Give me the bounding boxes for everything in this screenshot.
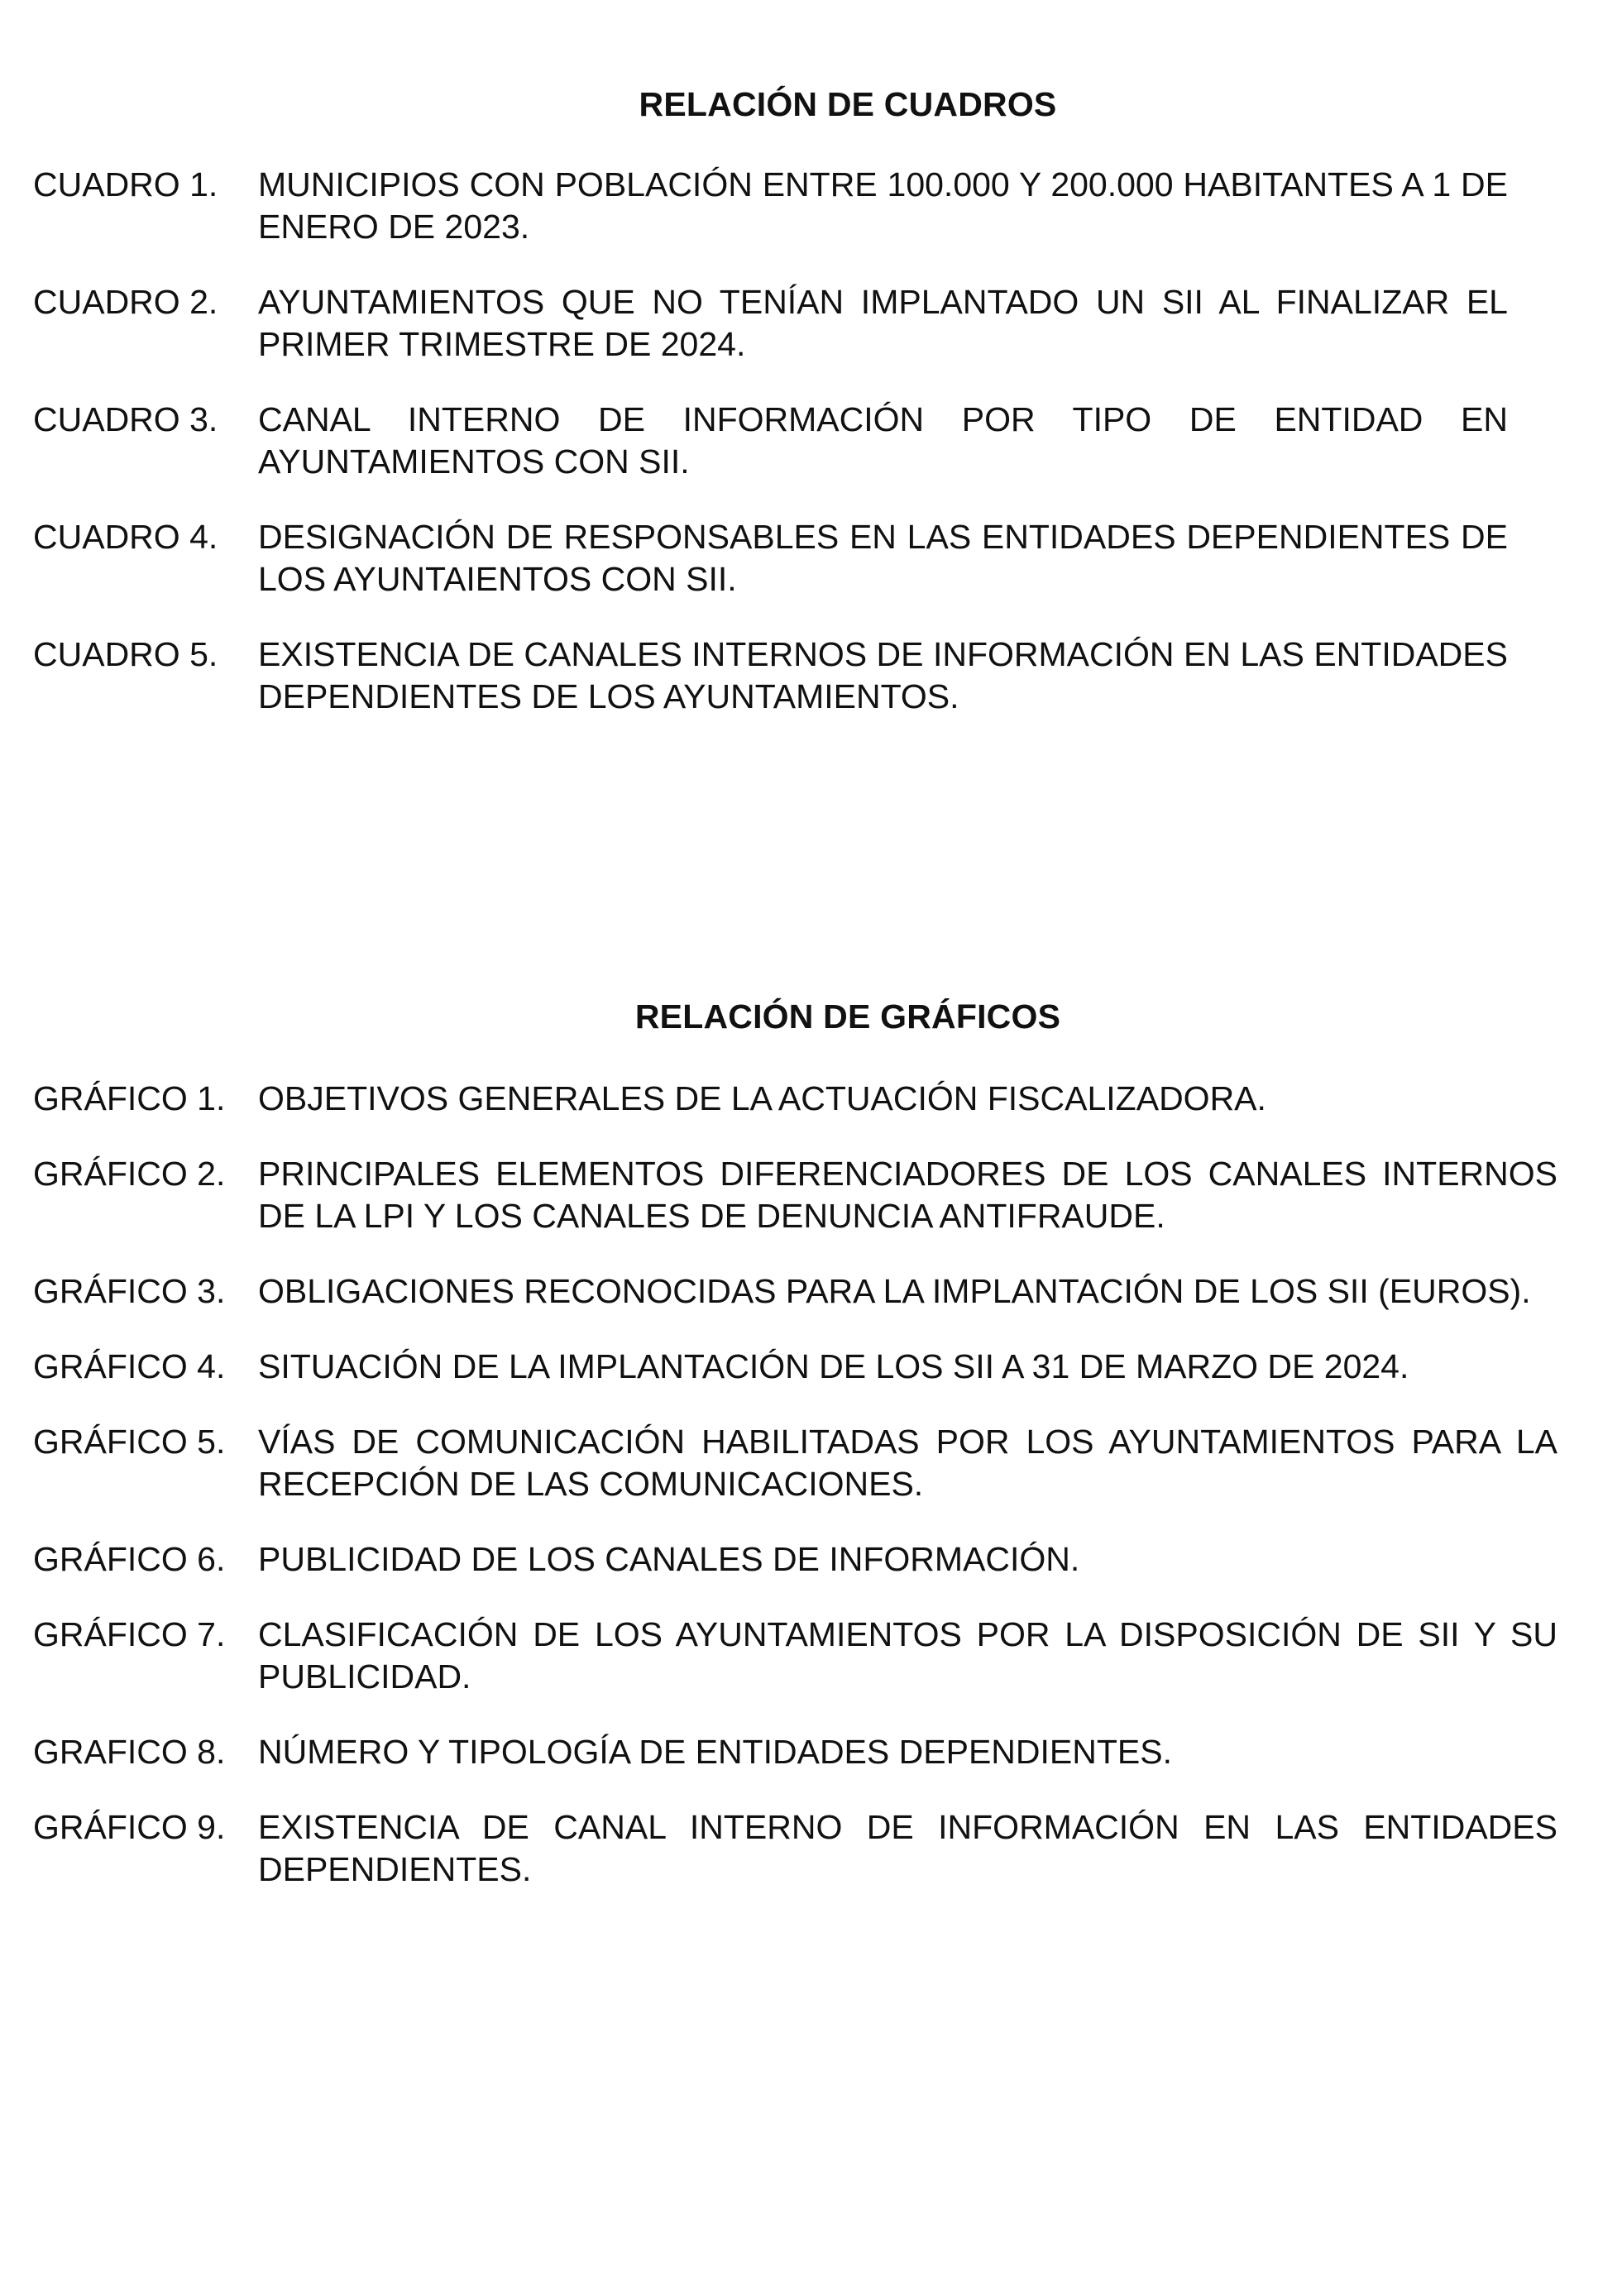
graficos-list [33, 1078, 1557, 1924]
cuadro-label: CUADRO 1. [33, 165, 218, 203]
graficos-section-title: RELACIÓN DE GRÁFICOS [634, 997, 1061, 1036]
grafico-entry-6 [33, 1538, 1557, 1581]
grafico-entry-3 [33, 1270, 1557, 1313]
cuadro-text: DESIGNACIÓN DE RESPONSABLES EN LAS ENTIDADES DEPENDIENTES DE LOS AYUNTAIENTOS CON SII. [258, 518, 1508, 598]
grafico-label: GRÁFICO 5. [33, 1423, 226, 1461]
grafico-entry-9 [33, 1806, 1557, 1891]
cuadro-label: CUADRO 2. [33, 283, 218, 321]
grafico-text: VÍAS DE COMUNICACIÓN HABILITADAS POR LOS AYUNTAMIENTOS PARA LA RECEPCIÓN DE LAS COMUNICACIONES. [258, 1423, 1557, 1503]
grafico-text: OBLIGACIONES RECONOCIDAS PARA LA IMPLANTACIÓN DE LOS SII (EUROS). [258, 1272, 1531, 1310]
grafico-entry-2 [33, 1153, 1557, 1237]
cuadro-text: EXISTENCIA DE CANALES INTERNOS DE INFORMACIÓN EN LAS ENTIDADES DEPENDIENTES DE LOS AYUNTAMIENTOS. [258, 635, 1508, 715]
cuadro-entry-3 [33, 399, 1508, 483]
grafico-entry-8 [33, 1731, 1557, 1773]
grafico-label: GRÁFICO 7. [33, 1615, 226, 1653]
grafico-label: GRÁFICO 9. [33, 1808, 226, 1846]
grafico-label: GRÁFICO 3. [33, 1272, 226, 1310]
grafico-text: CLASIFICACIÓN DE LOS AYUNTAMIENTOS POR LA DISPOSICIÓN DE SII Y SU PUBLICIDAD. [258, 1615, 1557, 1696]
grafico-text: PRINCIPALES ELEMENTOS DIFERENCIADORES DE LOS CANALES INTERNOS DE LA LPI Y LOS CANALES DE DENUNCIA ANTIFRAUDE. [258, 1155, 1557, 1235]
grafico-entry-4 [33, 1346, 1557, 1388]
cuadro-text: AYUNTAMIENTOS QUE NO TENÍAN IMPLANTADO UN SII AL FINALIZAR EL PRIMER TRIMESTRE DE 2024. [258, 283, 1508, 363]
grafico-label: GRÁFICO 2. [33, 1155, 226, 1193]
cuadro-entry-2 [33, 281, 1508, 366]
cuadro-label: CUADRO 4. [33, 518, 218, 556]
cuadro-entry-5 [33, 634, 1508, 718]
grafico-text: PUBLICIDAD DE LOS CANALES DE INFORMACIÓN. [258, 1540, 1080, 1578]
grafico-text: OBJETIVOS GENERALES DE LA ACTUACIÓN FISCALIZADORA. [258, 1079, 1266, 1117]
cuadro-text: MUNICIPIOS CON POBLACIÓN ENTRE 100.000 Y 200.000 HABITANTES A 1 DE ENERO DE 2023. [258, 165, 1508, 246]
cuadro-label: CUADRO 3. [33, 400, 218, 438]
grafico-entry-5 [33, 1421, 1557, 1505]
grafico-label: GRÁFICO 4. [33, 1347, 226, 1385]
cuadros-section-title: RELACIÓN DE CUADROS [639, 85, 1057, 123]
grafico-label: GRAFICO 8. [33, 1733, 226, 1771]
cuadro-entry-4 [33, 516, 1508, 600]
cuadros-list [33, 164, 1508, 751]
grafico-entry-7 [33, 1614, 1557, 1698]
grafico-text: SITUACIÓN DE LA IMPLANTACIÓN DE LOS SII A 31 DE MARZO DE 2024. [258, 1347, 1409, 1385]
cuadro-label: CUADRO 5. [33, 635, 218, 673]
grafico-text: NÚMERO Y TIPOLOGÍA DE ENTIDADES DEPENDIENTES. [258, 1733, 1172, 1771]
cuadro-entry-1 [33, 164, 1508, 248]
grafico-text: EXISTENCIA DE CANAL INTERNO DE INFORMACIÓN EN LAS ENTIDADES DEPENDIENTES. [258, 1808, 1557, 1888]
grafico-entry-1 [33, 1078, 1557, 1120]
cuadro-text: CANAL INTERNO DE INFORMACIÓN POR TIPO DE ENTIDAD EN AYUNTAMIENTOS CON SII. [258, 400, 1508, 481]
grafico-label: GRÁFICO 6. [33, 1540, 226, 1578]
grafico-label: GRÁFICO 1. [33, 1079, 226, 1117]
